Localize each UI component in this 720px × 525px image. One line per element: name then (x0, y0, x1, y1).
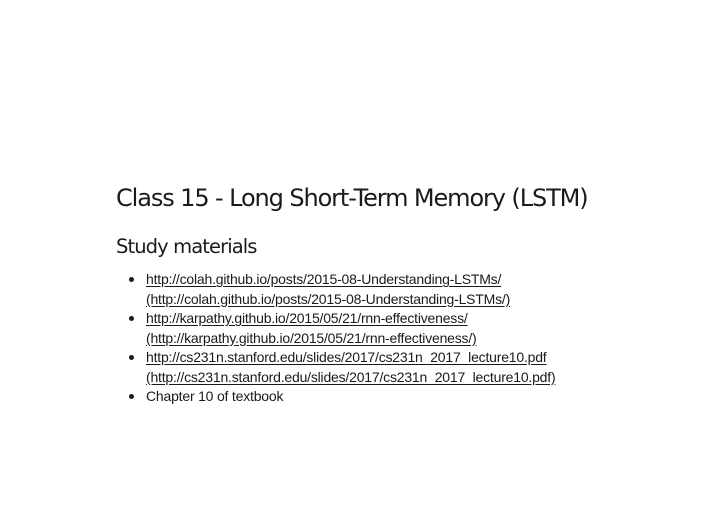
link-colah-lstm[interactable] (146, 270, 696, 309)
link-url: http://cs231n.stanford.edu/slides/2017/cs231n_2017_lecture10.pdf (146, 349, 547, 365)
list-item (146, 309, 696, 348)
link-url: http://colah.github.io/posts/2015-08-Understanding-LSTMs/ (146, 271, 502, 287)
section-heading-study-materials: Study materials (116, 235, 257, 258)
study-materials-list (116, 270, 696, 407)
link-url-parenthetical: (http://cs231n.stanford.edu/slides/2017/cs231n_2017_lecture10.pdf) (146, 368, 556, 385)
link-cs231n-lecture10[interactable] (146, 348, 696, 387)
bullet-icon (129, 316, 134, 321)
link-url-parenthetical: (http://karpathy.github.io/2015/05/21/rnn-effectiveness/) (146, 329, 477, 346)
list-item (146, 387, 696, 407)
link-url-parenthetical: (http://colah.github.io/posts/2015-08-Understanding-LSTMs/) (146, 290, 511, 307)
link-url: http://karpathy.github.io/2015/05/21/rnn-effectiveness/ (146, 310, 468, 326)
link-karpathy-rnn[interactable] (146, 309, 696, 348)
slide-content (116, 178, 696, 407)
slide-title: Class 15 - Long Short-Term Memory (LSTM) (116, 184, 588, 212)
bullet-icon (129, 394, 134, 399)
list-item (146, 270, 696, 309)
bullet-icon (129, 355, 134, 360)
bullet-icon (129, 277, 134, 282)
textbook-reference: Chapter 10 of textbook (146, 388, 284, 404)
list-item (146, 348, 696, 387)
